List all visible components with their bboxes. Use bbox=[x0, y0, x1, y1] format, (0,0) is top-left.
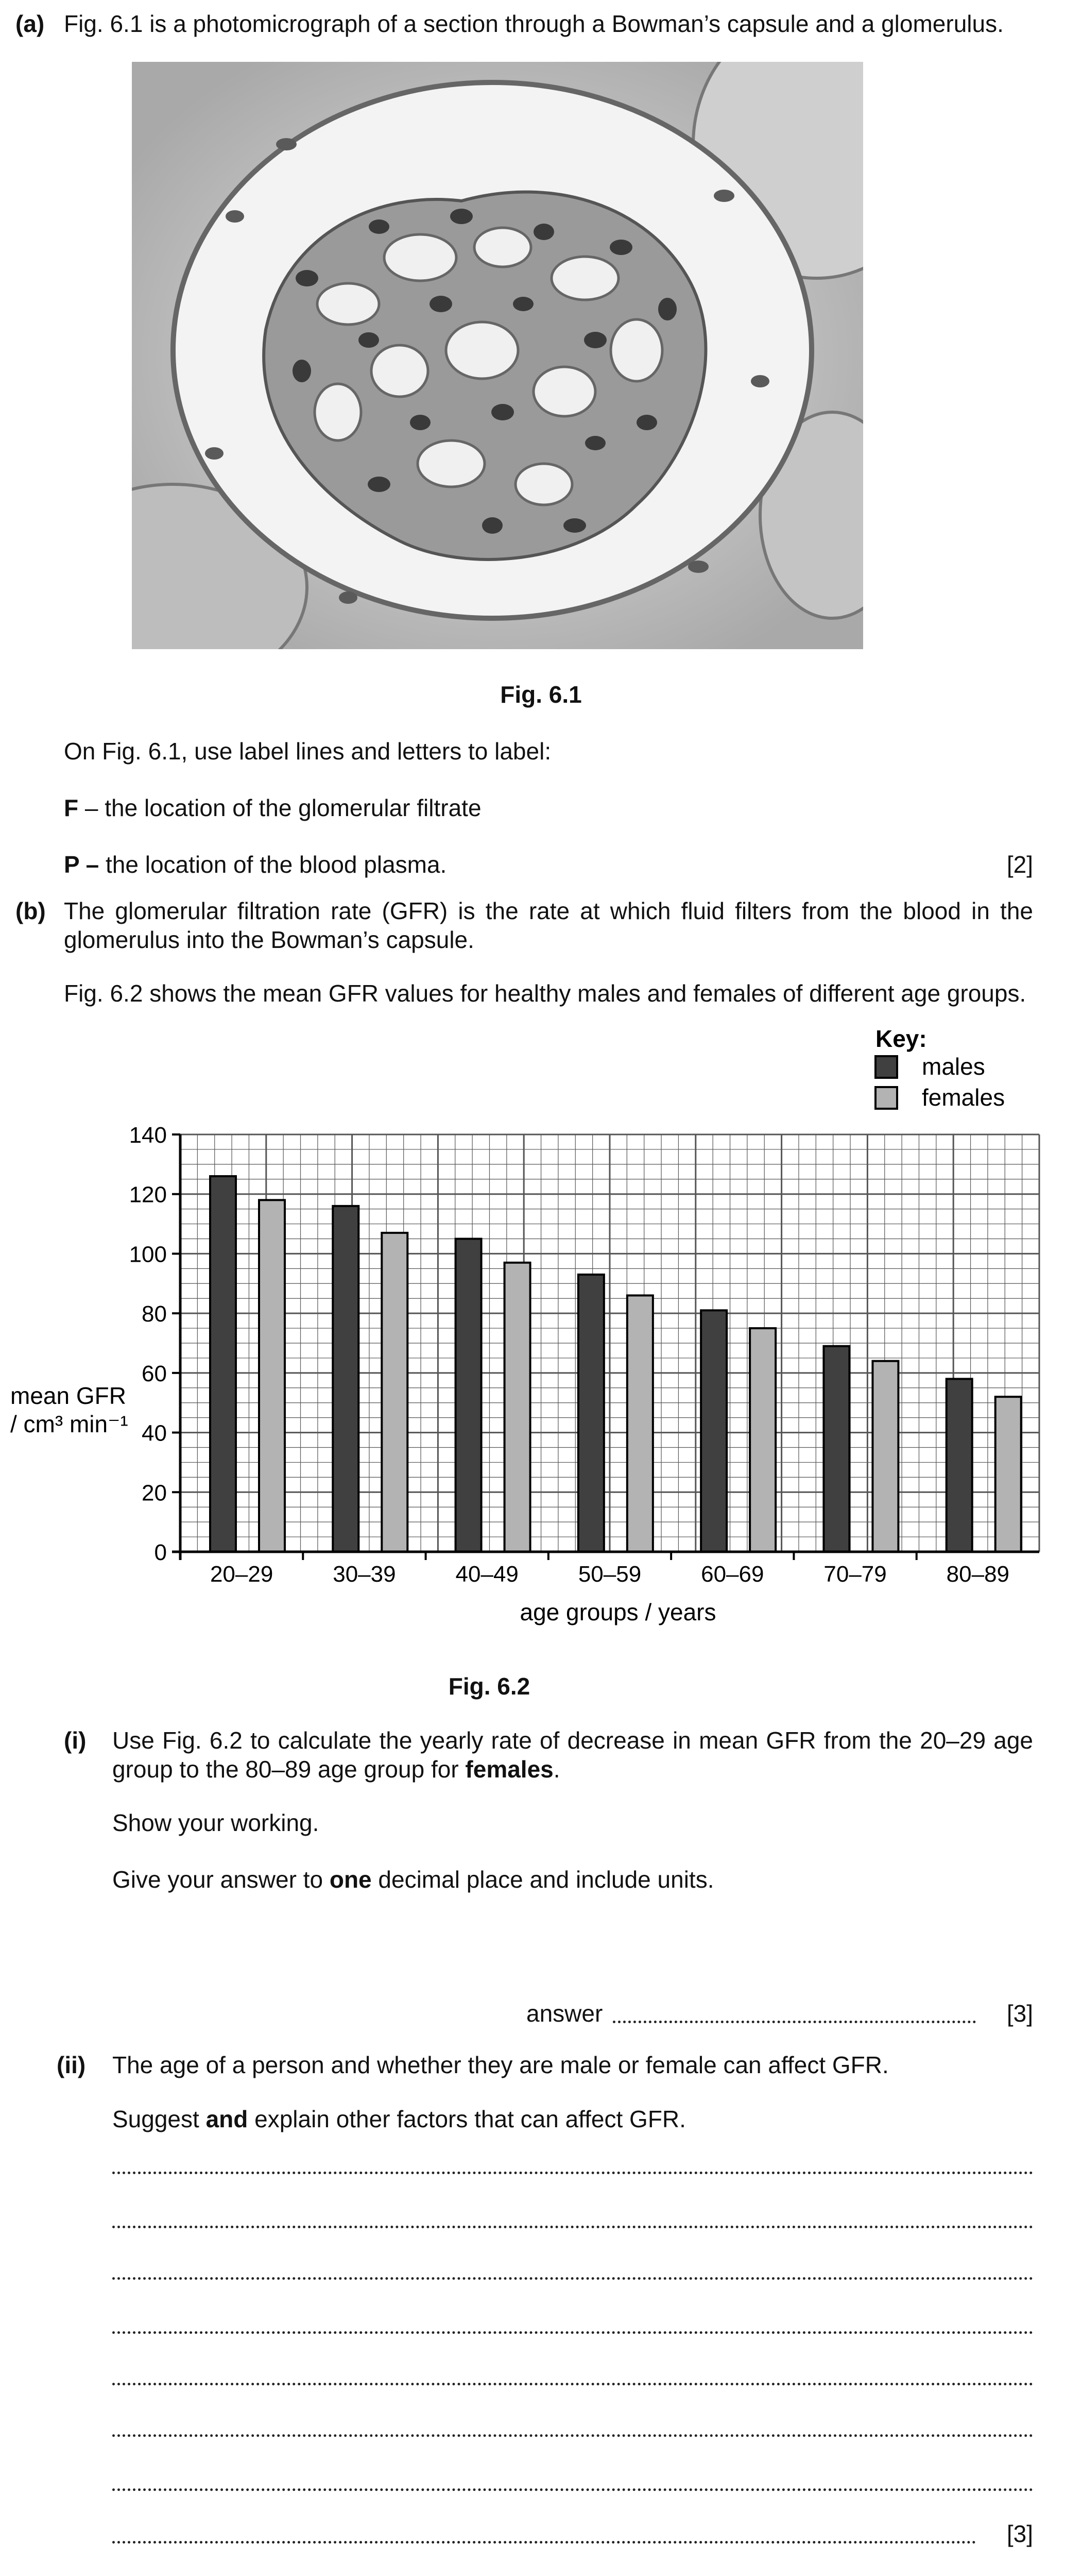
b-i-decimal-instruction bbox=[112, 1865, 714, 1894]
label-p-line bbox=[64, 850, 446, 879]
b-i-dp-1: Give your answer to bbox=[112, 1866, 330, 1893]
fig-6-1-caption: Fig. 6.1 bbox=[500, 681, 582, 708]
x-tick-label: 60–69 bbox=[701, 1562, 764, 1587]
b-i-number: (i) bbox=[64, 1727, 87, 1754]
legend-swatch-females bbox=[875, 1087, 897, 1109]
y-tick-label: 140 bbox=[129, 1123, 167, 1148]
label-p-letter: P – bbox=[64, 851, 99, 878]
x-tick-label: 30–39 bbox=[333, 1562, 396, 1587]
answer-line[interactable] bbox=[112, 2172, 1033, 2174]
answer-line[interactable] bbox=[112, 2226, 1033, 2228]
b-ii-suggest-bold: and bbox=[205, 2106, 248, 2132]
label-f-line bbox=[64, 793, 482, 822]
x-axis-label: age groups / years bbox=[520, 1599, 716, 1625]
b-i-question bbox=[112, 1726, 1033, 1784]
label-p-text: the location of the blood plasma. bbox=[99, 851, 447, 878]
y-axis-label-line1: mean GFR bbox=[10, 1382, 126, 1409]
y-axis-label-line2: / cm³ min⁻¹ bbox=[10, 1411, 128, 1437]
b-ii-suggest-2: explain other factors that can affect GFR. bbox=[248, 2106, 686, 2132]
b-i-text-1: Use Fig. 6.2 to calculate the yearly rate of decrease in mean GFR from the 20–29 age group to the 80–89 age group for bbox=[112, 1727, 1033, 1783]
bar-females-7 bbox=[995, 1397, 1021, 1552]
bar-males-1 bbox=[210, 1176, 236, 1552]
b-i-dp-bold: one bbox=[329, 1866, 372, 1893]
part-a-intro: Fig. 6.1 is a photomicrograph of a section through a Bowman’s capsule and a glomerulus. bbox=[64, 10, 1004, 37]
gfr-definition: The glomerular filtration rate (GFR) is the rate at which fluid filters from the blood in the glomerulus into the Bowman’s capsule. bbox=[64, 897, 1033, 953]
b-i-marks: [3] bbox=[1006, 2000, 1033, 2027]
legend bbox=[875, 1053, 1005, 1111]
gfr-bar-chart bbox=[0, 1015, 1082, 1654]
b-ii-number: (ii) bbox=[57, 2052, 86, 2078]
label-f-text: – the location of the glomerular filtrate bbox=[78, 794, 482, 821]
b-ii-statement: The age of a person and whether they are male or female can affect GFR. bbox=[112, 2052, 889, 2078]
label-instruction: On Fig. 6.1, use label lines and letters to label: bbox=[64, 738, 552, 765]
bar-males-5 bbox=[701, 1310, 727, 1552]
y-tick-label: 100 bbox=[129, 1242, 167, 1267]
y-tick-label: 60 bbox=[142, 1361, 167, 1386]
y-tick-label: 80 bbox=[142, 1301, 167, 1327]
answer-label: answer bbox=[526, 2000, 603, 2027]
x-tick-label: 40–49 bbox=[455, 1562, 519, 1587]
part-b-letter: (b) bbox=[15, 897, 46, 924]
bar-females-2 bbox=[382, 1233, 407, 1552]
x-tick-label: 80–89 bbox=[946, 1562, 1010, 1587]
answer-line[interactable] bbox=[112, 2434, 1033, 2437]
fig-6-2-intro: Fig. 6.2 shows the mean GFR values for healthy males and females of different age groups. bbox=[64, 980, 1026, 1007]
x-tick-label: 20–29 bbox=[210, 1562, 273, 1587]
legend-title: Key: bbox=[875, 1025, 927, 1052]
photomicrograph-image bbox=[132, 62, 863, 649]
answer-line[interactable] bbox=[112, 2488, 1033, 2491]
chart-bars bbox=[210, 1176, 1021, 1552]
bar-males-6 bbox=[823, 1346, 849, 1552]
chart-grid bbox=[180, 1134, 1039, 1552]
glomerulus-photomicrograph bbox=[132, 62, 863, 649]
fig-6-2-caption: Fig. 6.2 bbox=[448, 1673, 530, 1700]
answer-line[interactable] bbox=[613, 2021, 976, 2023]
legend-label-females: females bbox=[922, 1084, 1005, 1111]
x-tick-label: 50–59 bbox=[578, 1562, 642, 1587]
answer-line[interactable] bbox=[112, 2383, 1033, 2385]
b-ii-suggest bbox=[112, 2105, 686, 2133]
answer-line[interactable] bbox=[112, 2277, 1033, 2280]
bar-females-1 bbox=[259, 1200, 285, 1552]
b-i-text-2: . bbox=[553, 1756, 560, 1783]
b-ii-suggest-1: Suggest bbox=[112, 2106, 206, 2132]
part-a-letter: (a) bbox=[15, 10, 45, 37]
bar-females-6 bbox=[872, 1361, 898, 1552]
legend-swatch-males bbox=[875, 1056, 897, 1078]
bar-males-2 bbox=[333, 1206, 358, 1552]
y-tick-label: 120 bbox=[129, 1182, 167, 1208]
bar-females-3 bbox=[505, 1263, 530, 1552]
b-i-dp-2: decimal place and include units. bbox=[371, 1866, 714, 1893]
bar-males-7 bbox=[947, 1379, 972, 1552]
legend-label-males: males bbox=[922, 1053, 985, 1080]
y-tick-label: 20 bbox=[142, 1480, 167, 1506]
answer-line[interactable] bbox=[112, 2541, 976, 2544]
part-a-marks: [2] bbox=[1006, 851, 1033, 878]
bar-males-4 bbox=[578, 1275, 604, 1552]
x-tick-label: 70–79 bbox=[823, 1562, 887, 1587]
bar-males-3 bbox=[456, 1239, 482, 1552]
b-i-text-bold: females bbox=[465, 1756, 554, 1783]
b-i-working: Show your working. bbox=[112, 1809, 319, 1836]
bar-females-5 bbox=[750, 1328, 776, 1552]
answer-line[interactable] bbox=[112, 2331, 1033, 2334]
y-tick-label: 40 bbox=[142, 1420, 167, 1446]
label-f-letter: F bbox=[64, 794, 79, 821]
y-tick-label: 0 bbox=[154, 1540, 167, 1565]
bar-females-4 bbox=[627, 1295, 653, 1552]
b-ii-marks: [3] bbox=[1006, 2520, 1033, 2547]
